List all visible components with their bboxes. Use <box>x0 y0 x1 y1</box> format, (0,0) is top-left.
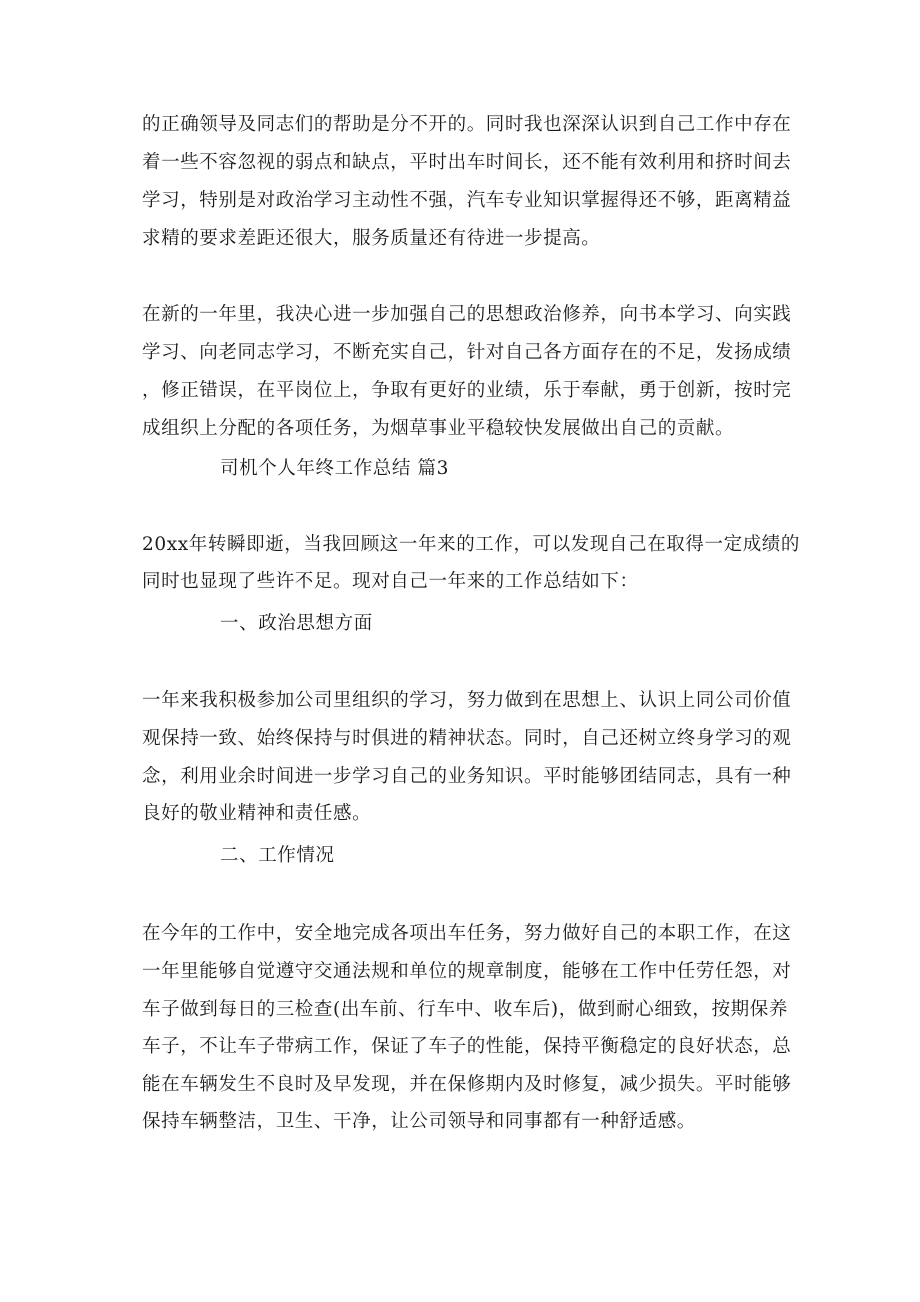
paragraph-5-line-6: 保持车辆整洁，卫生、干净，让公司领导和同事都有一种舒适感。 <box>142 1111 696 1132</box>
paragraph-2-line-3: ，修正错误，在平岗位上，争取有更好的业绩，乐于奉献，勇于创新，按时完 <box>142 380 792 401</box>
paragraph-4-line-2: 观保持一致、始终保持与时俱进的精神状态。同时，自己还树立终身学习的观 <box>142 728 792 749</box>
paragraph-5-line-4: 车子，不让车子带病工作，保证了车子的性能，保持平衡稳定的良好状态，总 <box>142 1036 792 1057</box>
paragraph-4-line-1: 一年来我积极参加公司里组织的学习，努力做到在思想上、认识上同公司价值 <box>142 690 792 711</box>
paragraph-4-line-4: 良好的敬业精神和责任感。 <box>142 803 372 824</box>
paragraph-1-line-2: 着一些不容忽视的弱点和缺点，平时出车时间长，还不能有效利用和挤时间去 <box>142 152 792 173</box>
subsection-heading-work: 二、工作情况 <box>220 845 335 866</box>
section-title: 司机个人年终工作总结 篇3 <box>220 458 449 479</box>
paragraph-1-line-1: 的正确领导及同志们的帮助是分不开的。同时我也深深认识到自己工作中存在 <box>142 114 792 135</box>
paragraph-1-line-3: 学习，特别是对政治学习主动性不强，汽车专业知识掌握得还不够，距离精益 <box>142 190 792 211</box>
paragraph-2-line-4: 成组织上分配的各项任务，为烟草事业平稳较快发展做出自己的贡献。 <box>142 418 735 439</box>
paragraph-2-line-1: 在新的一年里，我决心进一步加强自己的思想政治修养，向书本学习、向实践 <box>142 304 792 325</box>
paragraph-3-line-1: 20xx年转瞬即逝，当我回顾这一年来的工作，可以发现自己在取得一定成绩的 <box>142 534 801 555</box>
paragraph-5-line-2: 一年里能够自觉遵守交通法规和单位的规章制度，能够在工作中任劳任怨，对 <box>142 961 792 982</box>
paragraph-1-line-4: 求精的要求差距还很大，服务质量还有待进一步提高。 <box>142 228 601 249</box>
paragraph-5-line-1: 在今年的工作中，安全地完成各项出车任务，努力做好自己的本职工作，在这 <box>142 923 792 944</box>
paragraph-5-line-5: 能在车辆发生不良时及早发现，并在保修期内及时修复，减少损失。平时能够 <box>142 1074 792 1095</box>
paragraph-4-line-3: 念，利用业余时间进一步学习自己的业务知识。平时能够团结同志，具有一种 <box>142 766 792 787</box>
paragraph-5-line-3: 车子做到每日的三检查(出车前、行车中、收车后)，做到耐心细致，按期保养 <box>142 999 788 1020</box>
paragraph-2-line-2: 学习、向老同志学习，不断充实自己，针对自己各方面存在的不足，发扬成绩 <box>142 342 792 363</box>
paragraph-3-line-2: 同时也显现了些许不足。现对自己一年来的工作总结如下： <box>142 571 639 592</box>
subsection-heading-politics: 一、政治思想方面 <box>220 613 373 634</box>
